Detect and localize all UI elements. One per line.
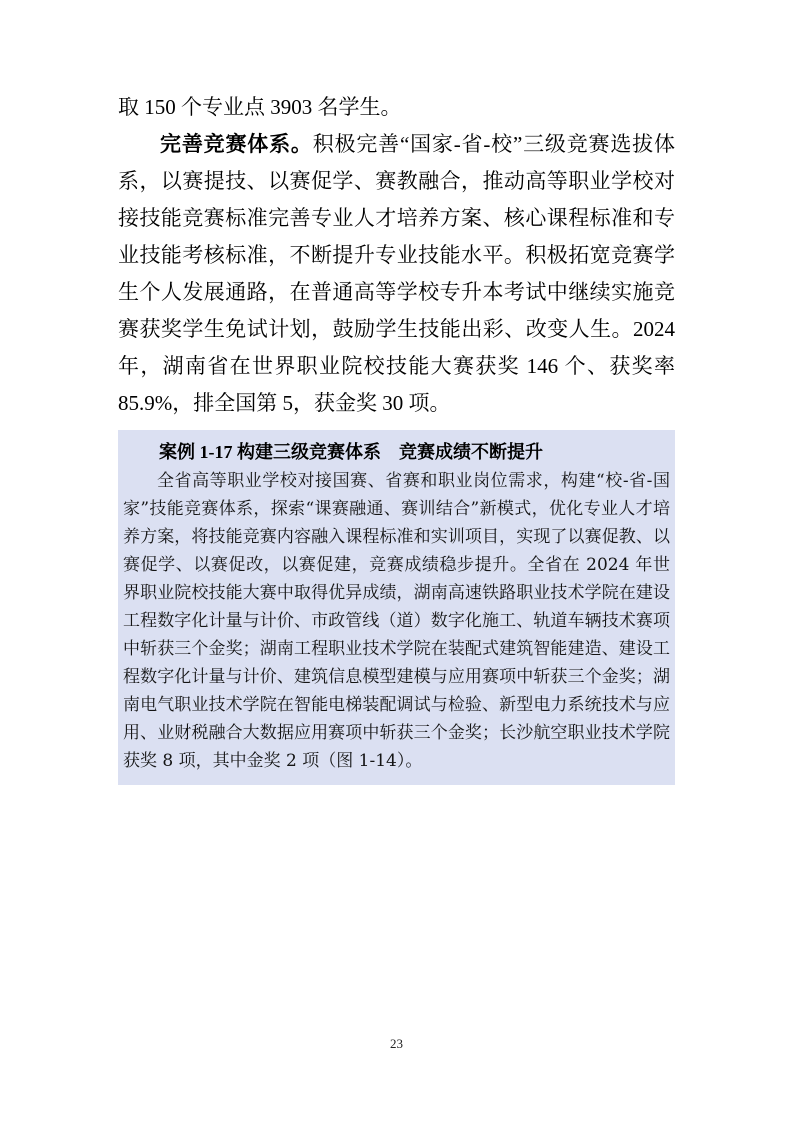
page-content bbox=[118, 89, 675, 785]
case-box bbox=[118, 430, 675, 785]
page-number: 23 bbox=[390, 1036, 403, 1051]
paragraph-lead-bold: 完善竞赛体系。 bbox=[160, 132, 313, 156]
paragraph-competition-system bbox=[118, 126, 675, 422]
case-box-body: 全省高等职业学校对接国赛、省赛和职业岗位需求，构建“校-省-国家”技能竞赛体系，探索“课赛融通、赛训结合”新模式，优化专业人才培养方案，将技能竞赛内容融入课程标准和实训项目，实现了以赛促教、以赛促学、以赛促改，以赛促建，竞赛成绩稳步提升。全省在 2024 年世界职业院校技能大赛中取得优异成绩，湖南高速铁路职业技术学院在建设工程数字化计量与计价、市政管线（道）数字化施工、轨道车辆技术赛项中斩获三个金奖；湖南工程职业技术学院在装配式建筑智能建造、建设工程数字化计量与计价、建筑信息模型建模与应用赛项中斩获三个金奖；湖南电气职业技术学院在智能电梯装配调试与检验、新型电力系统技术与应用、业财税融合大数据应用赛项中斩获三个金奖；长沙航空职业技术学院获奖 8 项，其中金奖 2 项（图 1-14）。 bbox=[123, 471, 670, 771]
paragraph-body-text: 积极完善“国家-省-校”三级竞赛选拔体系，以赛提技、以赛促学、赛教融合，推动高等职业学校对接技能竞赛标准完善专业人才培养方案、核心课程标准和专业技能考核标准，不断提升专业技能水平。积极拓宽竞赛学生个人发展通路，在普通高等学校专升本考试中继续实施竞赛获奖学生免试计划，鼓励学生技能出彩、改变人生。2024 年，湖南省在世界职业院校技能大赛获奖 146 个、获奖率 85.9%，排全国第 5，获金奖 30 项。 bbox=[118, 132, 675, 415]
paragraph-continuation: 取 150 个专业点 3903 名学生。 bbox=[118, 95, 402, 119]
case-box-title: 案例 1-17 构建三级竞赛体系 竞赛成绩不断提升 bbox=[159, 442, 543, 462]
